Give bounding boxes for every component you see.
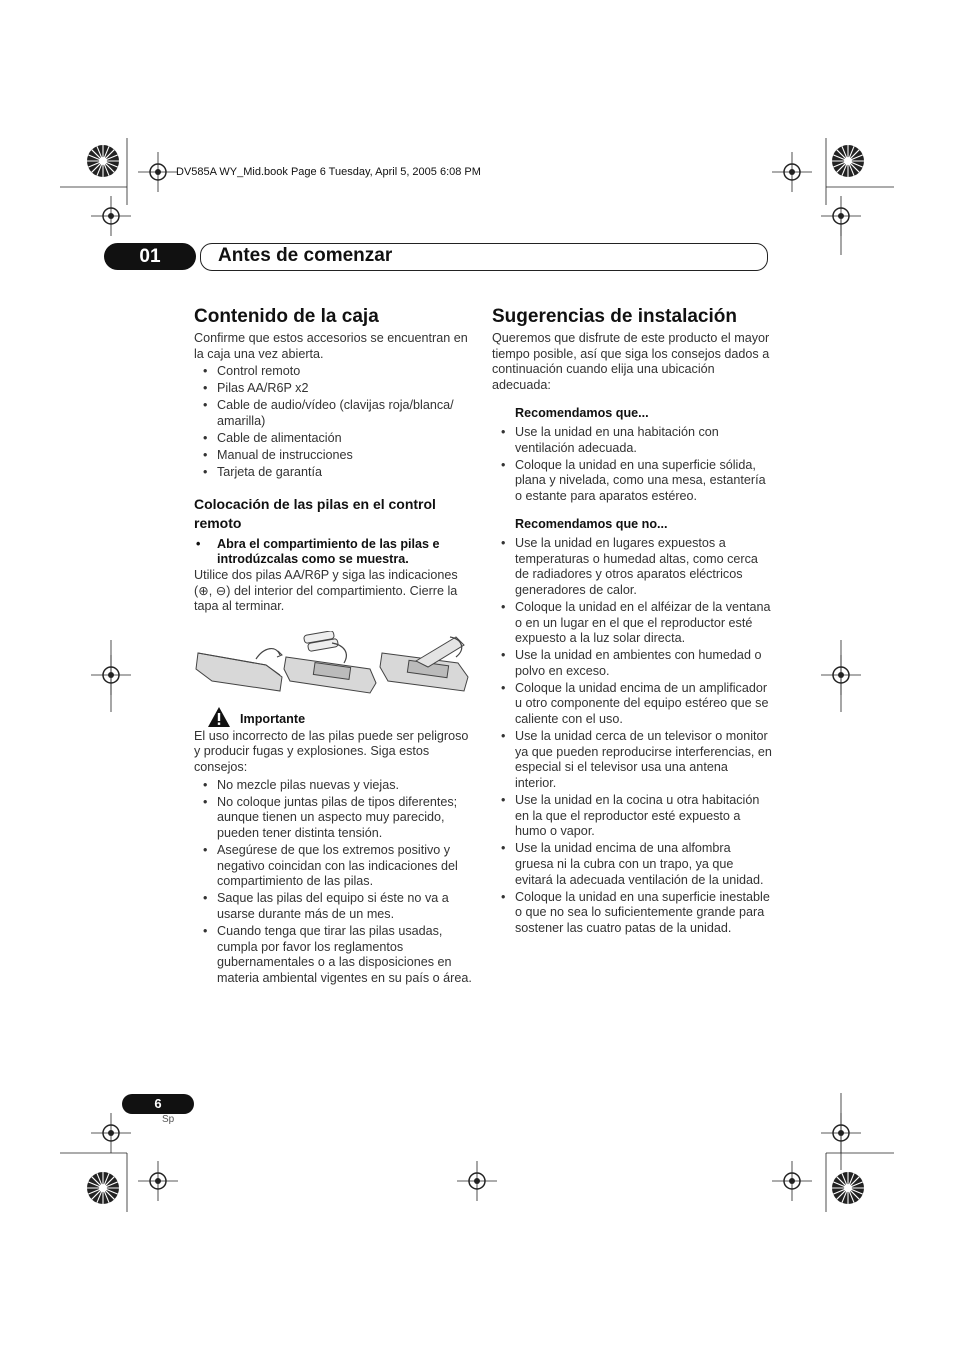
list-item: • Use la unidad en lugares expuestos a temperaturas o humedad altas, como cerca de radiadores y otros aparatos eléctricos generadores de calor.	[492, 536, 772, 598]
important-label: Importante	[240, 711, 306, 726]
installation-heading: Sugerencias de instalación	[492, 306, 737, 327]
list-item: • No coloque juntas pilas de tipos diferentes; aunque tienen un aspecto muy parecido, pueden tener distinta tensión.	[194, 795, 474, 842]
battery-text: Utilice dos pilas AA/R6P y siga las indicaciones (⊕, ⊖) del interior del compartimiento. Cierre la tapa al terminar.	[194, 568, 458, 614]
list-item: • Use la unidad en una habitación con ventilación adecuada.	[492, 425, 772, 456]
page-language-code: Sp	[162, 1114, 175, 1125]
box-contents-intro: Confirme que estos accesorios se encuentran en la caja una vez abierta.	[194, 331, 468, 361]
list-item: • Use la unidad cerca de un televisor o monitor ya que pueden reproducirse interferencias, en especial si el televisor usa una antena interior.	[492, 729, 772, 791]
list-item: • Use la unidad encima de una alfombra gruesa ni la cubra con un trapo, ya que evitará la adecuada ventilación de la unidad.	[492, 841, 772, 888]
dont-list	[492, 536, 772, 936]
important-notice	[194, 709, 474, 729]
important-text: El uso incorrecto de las pilas puede ser peligroso y producir fugas y explosiones. Siga estos consejos:	[194, 728, 469, 774]
do-heading: Recomendamos que...	[515, 406, 649, 421]
left-column	[194, 306, 474, 988]
important-list	[194, 778, 474, 987]
list-item: • Saque las pilas del equipo si éste no va a usarse durante más de un mes.	[194, 891, 474, 922]
list-item: • Pilas AA/R6P x2	[194, 381, 474, 397]
battery-insertion-illustration	[194, 631, 474, 701]
list-item: • Tarjeta de garantía	[194, 465, 474, 481]
page-number-badge: 6	[122, 1094, 194, 1114]
list-item: • Cuando tenga que tirar las pilas usadas, cumpla por favor los reglamentos gubernamentales o a las disposiciones en materia ambiental vigentes en su país o área.	[194, 924, 474, 986]
starburst-mark-top-right	[832, 145, 864, 177]
list-item: • Cable de alimentación	[194, 431, 474, 447]
list-item: • Coloque la unidad en una superficie sólida, plana y nivelada, como una mesa, estantería o estante para aparatos estéreo.	[492, 458, 772, 505]
chapter-number-badge: 01	[104, 243, 196, 270]
list-item: • Asegúrese de que los extremos positivo y negativo coincidan con las indicaciones del compartimiento de las pilas.	[194, 843, 474, 890]
chapter-title: Antes de comenzar	[218, 245, 393, 266]
box-contents-heading: Contenido de la caja	[194, 306, 379, 327]
list-item: • Cable de audio/vídeo (clavijas roja/blanca/ amarilla)	[194, 398, 474, 429]
remote-inserting-batteries-icon	[284, 631, 376, 693]
installation-intro: Queremos que disfrute de este producto el mayor tiempo posible, así que siga los consejos dados a continuación cuando elija una ubicación adecuada:	[492, 331, 770, 392]
starburst-mark-bottom-right	[832, 1172, 864, 1204]
remote-closing-cover-icon	[380, 637, 468, 691]
battery-heading: Colocación de las pilas en el control remoto	[194, 495, 436, 531]
list-item: • Coloque la unidad en una superficie inestable o que no sea lo suficientemente grande para sostener las cuatro patas de la unidad.	[492, 890, 772, 937]
box-contents-list	[194, 364, 474, 481]
warning-icon	[207, 706, 231, 728]
list-item: • No mezcle pilas nuevas y viejas.	[194, 778, 474, 794]
do-list	[492, 425, 772, 504]
book-file-header: DV585A WY_Mid.book Page 6 Tuesday, April 5, 2005 6:08 PM	[176, 166, 481, 178]
list-item: • Use la unidad en la cocina u otra habitación en la que el reproductor esté expuesto a humo o vapor.	[492, 793, 772, 840]
list-item: • Coloque la unidad en el alféizar de la ventana o en un lugar en el que el reproductor esté expuesto a la luz solar directa.	[492, 600, 772, 647]
starburst-mark-top-left	[87, 145, 119, 177]
battery-step: • Abra el compartimiento de las pilas e introdúzcalas como se muestra.	[194, 537, 474, 568]
list-item: • Coloque la unidad encima de un amplificador u otro componente del equipo estéreo que se caliente con el uso.	[492, 681, 772, 728]
right-column	[492, 306, 772, 938]
dont-heading: Recomendamos que no...	[515, 517, 668, 532]
starburst-mark-bottom-left	[87, 1172, 119, 1204]
list-item: • Manual de instrucciones	[194, 448, 474, 464]
list-item: • Use la unidad en ambientes con humedad o polvo en exceso.	[492, 648, 772, 679]
remote-with-cover-removed-icon	[196, 648, 282, 690]
list-item: • Control remoto	[194, 364, 474, 380]
